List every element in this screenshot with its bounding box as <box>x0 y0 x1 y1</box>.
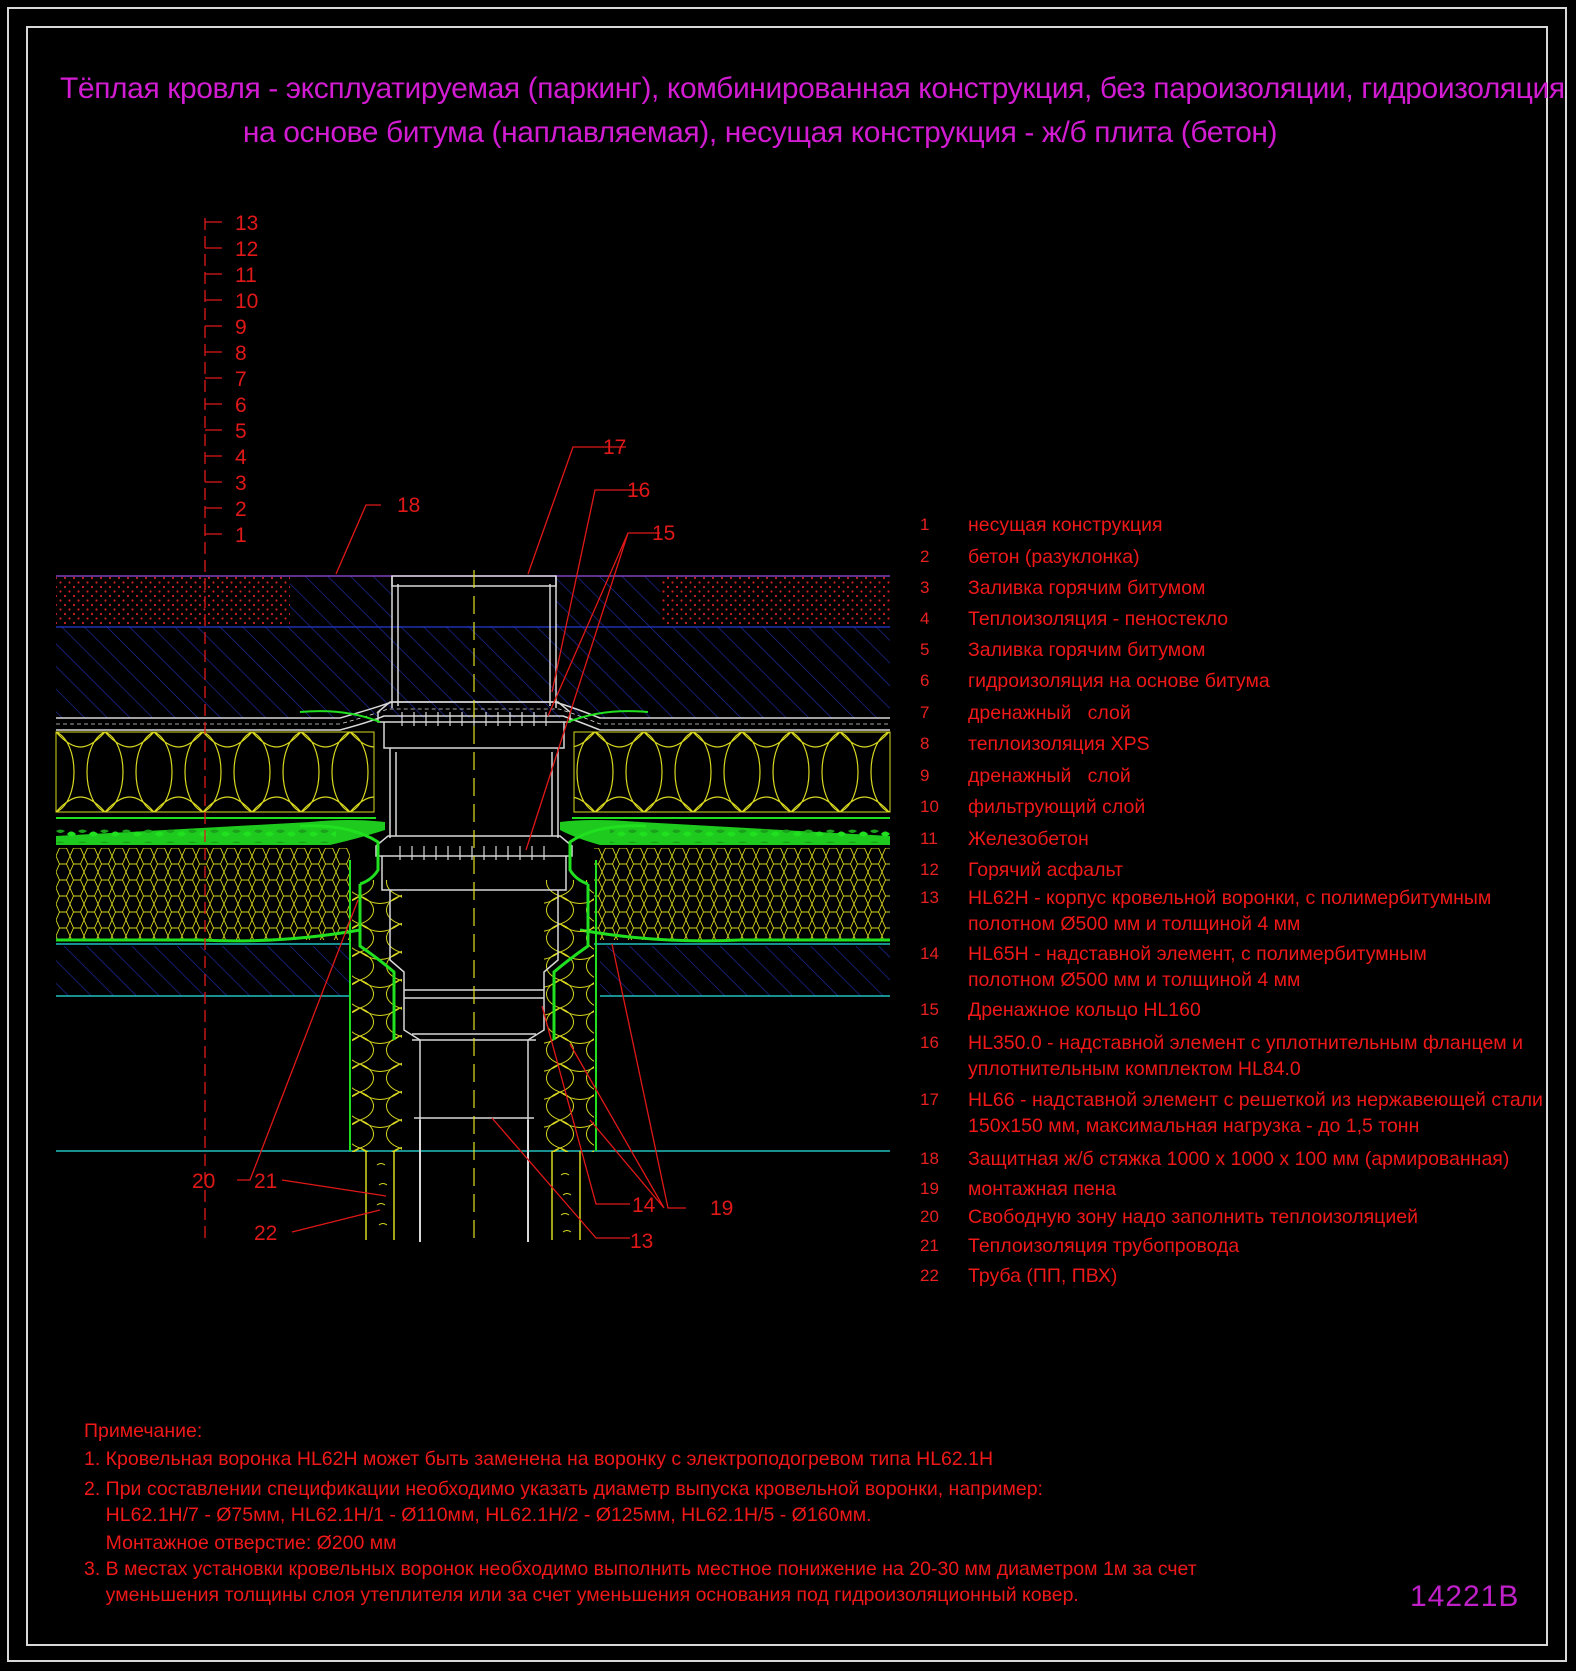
callout-19: 19 <box>710 1197 734 1220</box>
callout-20: 20 <box>192 1170 216 1193</box>
legend-item-number: 3 <box>920 578 930 597</box>
scale-label-2: 2 <box>235 498 247 521</box>
scale-label-1: 1 <box>235 524 247 547</box>
legend-item-text: Теплоизоляция трубопровода <box>968 1235 1240 1257</box>
legend-item-number: 20 <box>920 1207 939 1226</box>
legend-item-number: 10 <box>920 797 939 816</box>
legend-item-number: 15 <box>920 1000 939 1019</box>
legend-item-text: Свободную зону надо заполнить теплоизоляцией <box>968 1206 1418 1228</box>
sheet-code: 14221В <box>1410 1580 1520 1613</box>
layer-foam-glass-insulation <box>56 848 890 941</box>
legend-item-number: 2 <box>920 547 930 566</box>
note-2-examples: HL62.1H/7 - Ø75мм, HL62.1H/1 - Ø110мм, HL62.1H/2 - Ø125мм, HL62.1H/5 - Ø160мм. <box>84 1504 872 1526</box>
scale-label-9: 9 <box>235 316 247 339</box>
note-2-mounting-hole: Монтажное отверстие: Ø200 мм <box>84 1532 397 1554</box>
legend-item-number: 12 <box>920 860 939 879</box>
scale-label-10: 10 <box>235 290 259 313</box>
legend-item-number: 7 <box>920 703 930 722</box>
legend-item-number: 14 <box>920 944 939 963</box>
scale-label-7: 7 <box>235 368 247 391</box>
legend-item-text: HL66 - надставной элемент с решеткой из нержавеющей стали 150x150 мм, максимальная нагрузка - до 1,5 тонн <box>968 1089 1543 1137</box>
callout-15: 15 <box>652 522 676 545</box>
callout-13: 13 <box>630 1230 654 1253</box>
scale-label-4: 4 <box>235 446 247 469</box>
callout-14: 14 <box>632 1194 656 1217</box>
legend-item-text: дренажный слой <box>968 765 1131 787</box>
legend-item-text: Заливка горячим битумом <box>968 639 1206 661</box>
legend-item-number: 8 <box>920 734 930 753</box>
legend-item-text: Железобетон <box>968 828 1089 850</box>
layer-concrete-slope <box>56 944 890 996</box>
scale-label-8: 8 <box>235 342 247 365</box>
legend-item-text: Дренажное кольцо HL160 <box>968 999 1201 1021</box>
note-2: 2. При составлении спецификации необходимо указать диаметр выпуска кровельной воронки, например: <box>84 1478 1043 1500</box>
legend-item-number: 13 <box>920 888 939 907</box>
mounting-foam-fill <box>350 860 596 1152</box>
legend-item-text: Заливка горячим битумом <box>968 577 1206 599</box>
legend-item-number: 9 <box>920 766 930 785</box>
legend-item-text: несущая конструкция <box>968 514 1163 536</box>
legend-item-text: HL65H - надставной элемент, с полимербитумным полотном Ø500 мм и толщиной 4 мм <box>968 943 1427 991</box>
scale-label-6: 6 <box>235 394 247 417</box>
legend-item-number: 1 <box>920 515 930 534</box>
layer-asphalt <box>56 576 890 626</box>
legend-item-text: HL350.0 - надставной элемент с уплотнительным фланцем и уплотнительным комплектом HL84.0 <box>968 1032 1524 1080</box>
scale-label-12: 12 <box>235 238 259 261</box>
notes-heading: Примечание: <box>84 1420 203 1442</box>
pipe-insulation <box>366 1151 580 1240</box>
drawing-title-line-1: Тёплая кровля - эксплуатируемая (паркинг), комбинированная конструкция, без пароизоляции, гидроизоляция <box>60 72 1565 105</box>
legend-item-number: 11 <box>920 829 938 848</box>
legend-item-number: 19 <box>920 1179 939 1198</box>
callout-21: 21 <box>254 1170 278 1193</box>
note-1: 1. Кровельная воронка HL62H может быть заменена на воронку с электроподогревом типа HL62.1H <box>84 1448 994 1470</box>
drawing-title-line-2: на основе битума (наплавляемая), несущая конструкция - ж/б плита (бетон) <box>242 116 1278 149</box>
scale-label-3: 3 <box>235 472 247 495</box>
legend-item-number: 21 <box>920 1236 939 1255</box>
legend-item-number: 17 <box>920 1090 939 1109</box>
legend-item-text: HL62H - корпус кровельной воронки, с полимербитумным полотном Ø500 мм и толщиной 4 мм <box>968 887 1492 935</box>
legend-item-text: Теплоизоляция - пеностекло <box>968 608 1229 630</box>
layer-reinforced-concrete <box>56 626 890 718</box>
scale-label-5: 5 <box>235 420 247 443</box>
layer-scale-labels <box>235 212 258 547</box>
legend-item-text: бетон (разуклонка) <box>968 546 1140 568</box>
legend-item-text: дренажный слой <box>968 702 1131 724</box>
legend-item-number: 6 <box>920 671 930 690</box>
note-3: 3. В местах установки кровельных воронок необходимо выполнить местное понижение на 20-30 мм диаметром 1м за счет <box>84 1558 1197 1580</box>
callout-18: 18 <box>397 494 421 517</box>
legend-item-text: Труба (ПП, ПВХ) <box>968 1265 1118 1287</box>
legend-item-text: монтажная пена <box>968 1178 1117 1200</box>
layer-xps-insulation <box>56 732 890 812</box>
legend-item-text: теплоизоляция XPS <box>968 733 1150 755</box>
legend-item-text: Защитная ж/б стяжка 1000 х 1000 х 100 мм (армированная) <box>968 1148 1510 1170</box>
legend-item-number: 22 <box>920 1266 939 1285</box>
note-3-continued: уменьшения толщины слоя утеплителя или за счет уменьшения основания под гидроизоляционный ковер. <box>84 1584 1079 1606</box>
scale-label-13: 13 <box>235 212 259 235</box>
callout-16: 16 <box>627 479 651 502</box>
legend-item-number: 18 <box>920 1149 939 1168</box>
callout-22: 22 <box>254 1222 278 1245</box>
scale-label-11: 11 <box>235 264 257 287</box>
legend-item-text: Горячий асфальт <box>968 859 1124 881</box>
legend-item-number: 5 <box>920 640 930 659</box>
legend-item-text: гидроизоляция на основе битума <box>968 670 1270 692</box>
callout-17: 17 <box>603 436 627 459</box>
legend-item-text: фильтрующий слой <box>968 796 1146 818</box>
legend-item-number: 16 <box>920 1033 939 1052</box>
legend-item-number: 4 <box>920 609 930 628</box>
layer-waterproofing-drainage <box>56 818 890 845</box>
